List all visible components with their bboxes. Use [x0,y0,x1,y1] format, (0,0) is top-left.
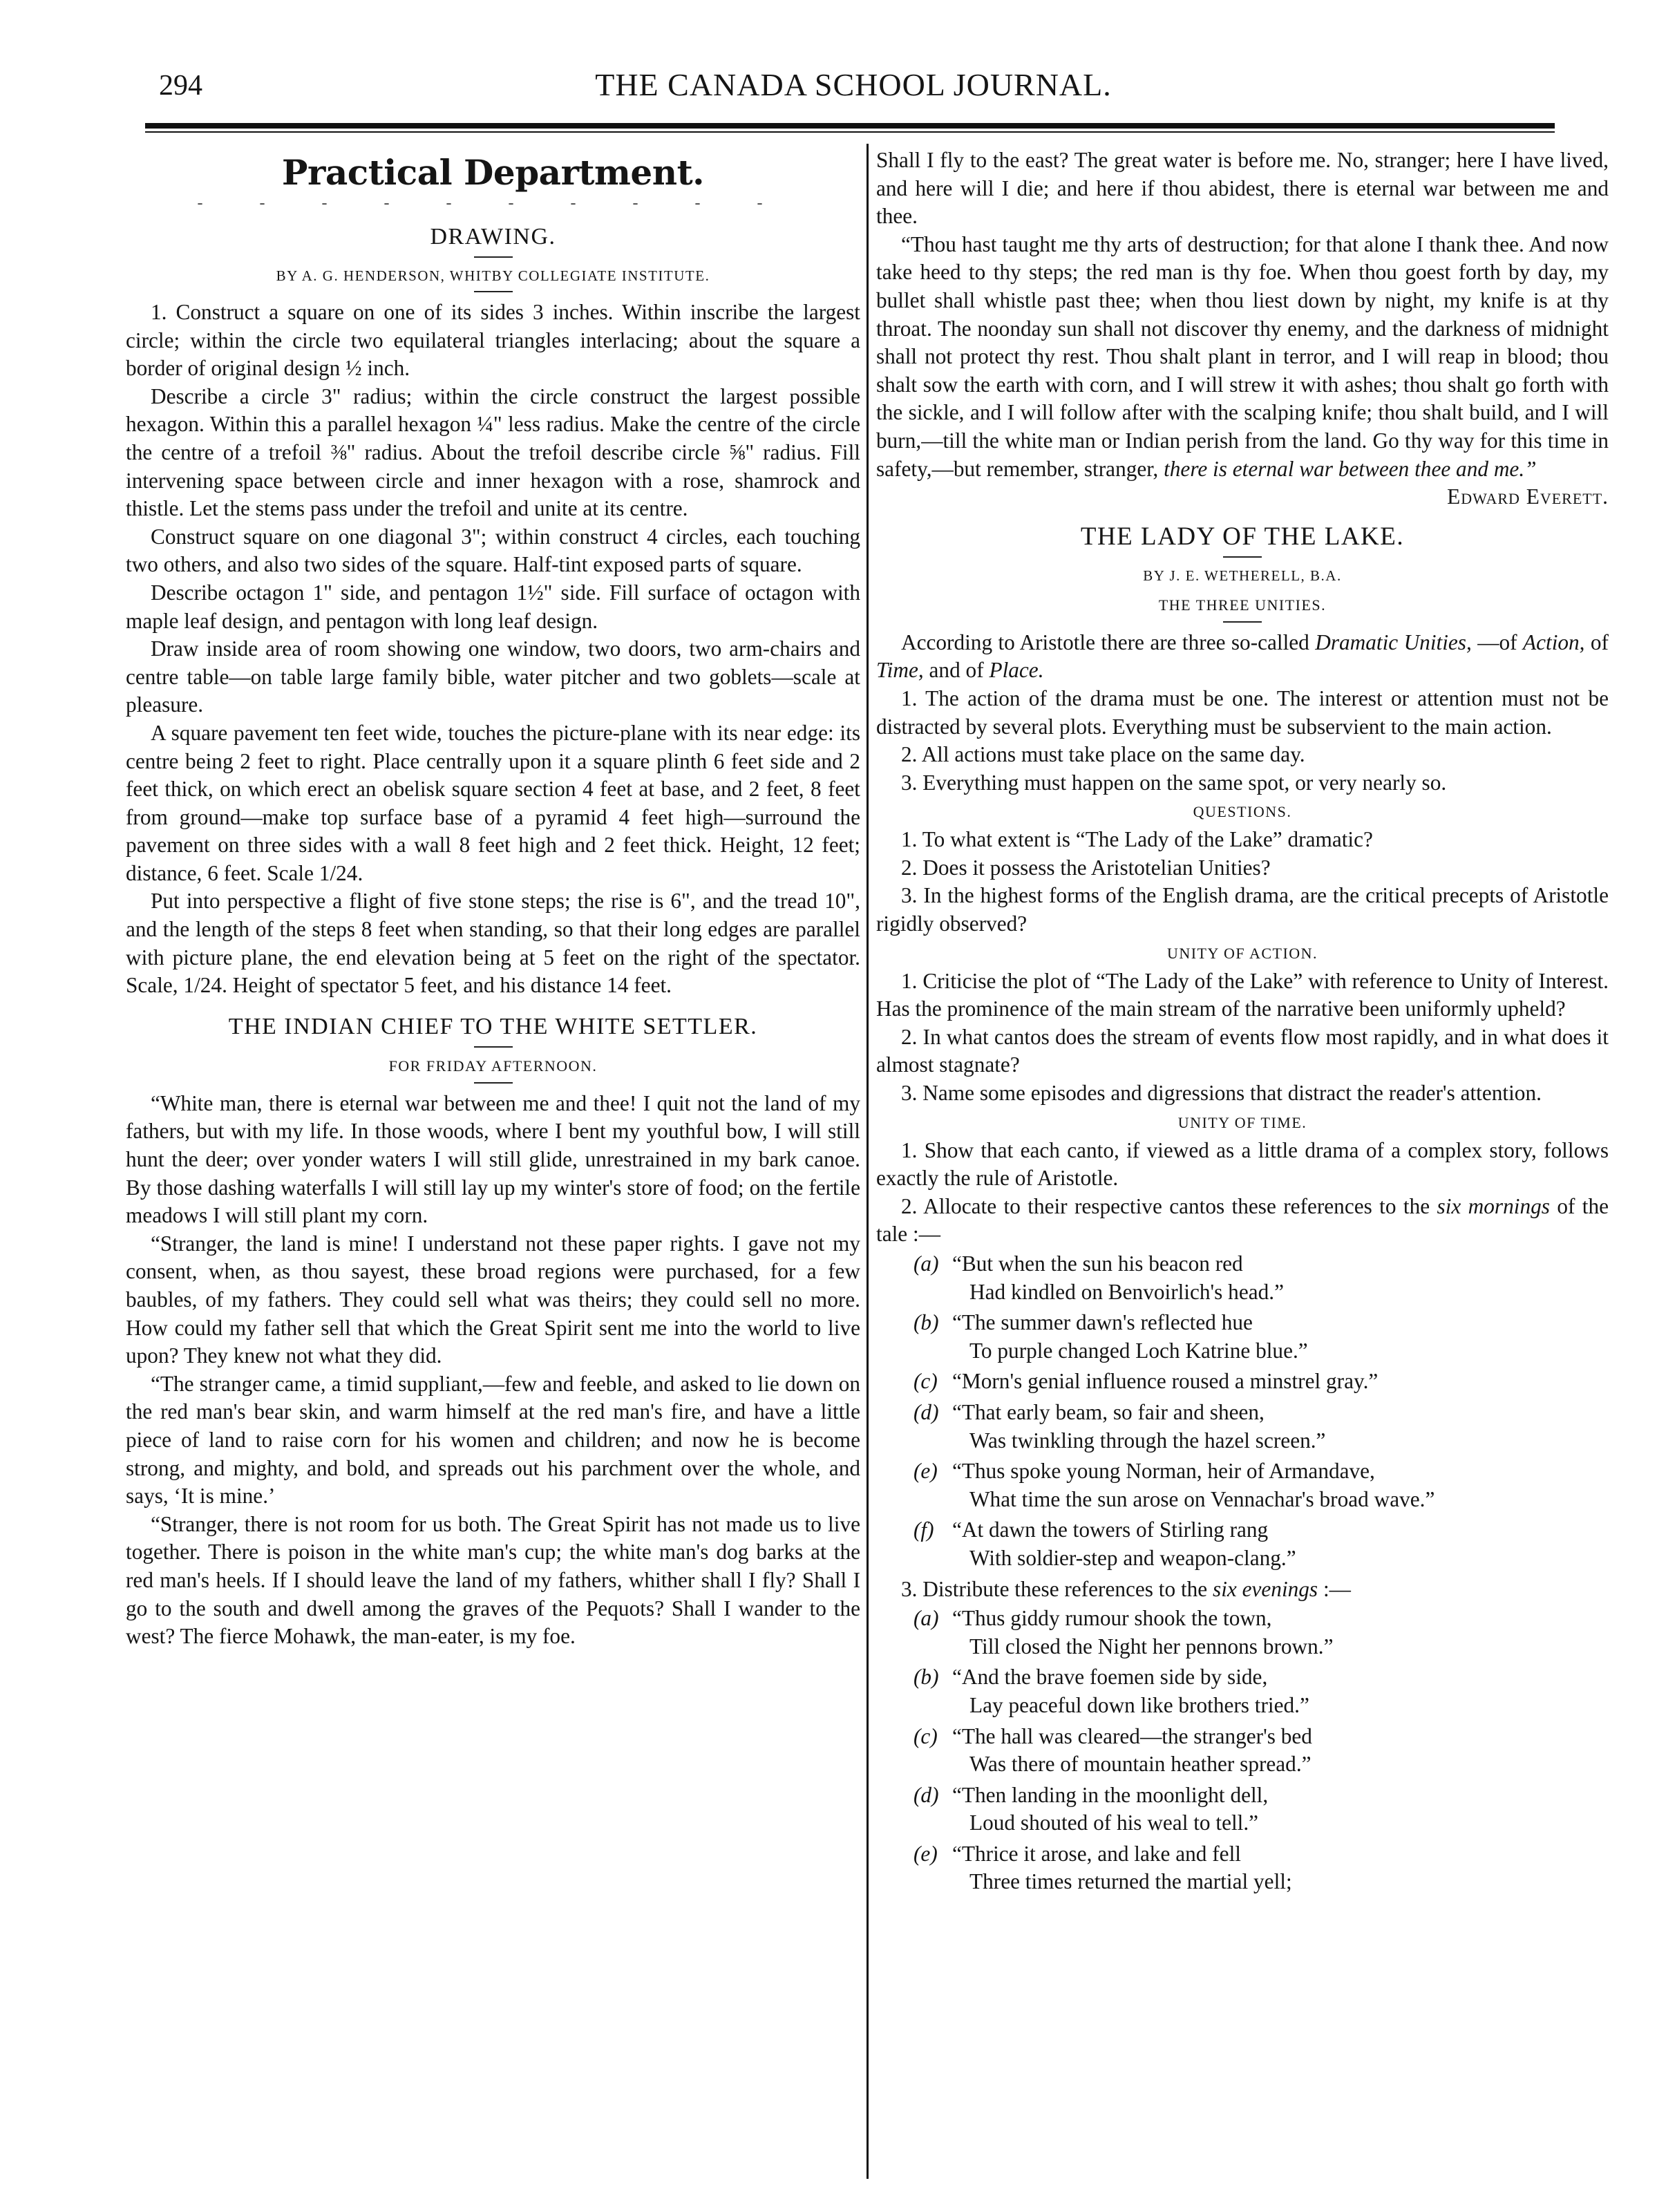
column-divider [867,144,869,2179]
quote-label: (e) [913,1459,938,1484]
question: 1. Show that each canto, if viewed as a little drama of a complex story, follows exactly the rule of Aristotle. [876,1137,1609,1191]
question: 1. To what extent is “The Lady of the Lake” dramatic? [901,827,1373,852]
header-rule [145,123,1555,129]
lady-byline: BY J. E. WETHERELL, B.A. [1143,567,1342,584]
intro-text: of [1590,630,1609,654]
question-text: of the tale :— [876,1193,1609,1247]
verse-line: Was there of mountain heather spread.” [969,1752,1312,1777]
header-rule-thin [145,131,1555,133]
verse-line: What time the sun arose on Vennachar's broad wave.” [969,1486,1435,1511]
question-text: 2. Allocate to their respective cantos these references to the [901,1193,1430,1218]
verse-line: “That early beam, so fair and sheen, [952,1399,1265,1424]
title-dash [474,1046,513,1048]
speech-paragraph: “The stranger came, a timid suppliant,—few and feeble, and asked to lie down on the red man's bear skin, and warm himself at the red man's fire, and have a little piece of land to raise corn for his women and children; and now he is become strong, and mighty, and bold, and spreads out his parchment over the whole, and says, ‘It is mine.’ [126,1371,860,1509]
question: 3. Name some episodes and digressions that distract the reader's attention. [901,1081,1542,1106]
verse-line: “But when the sun his beacon red [952,1251,1243,1276]
drawing-paragraph: A square pavement ten feet wide, touches the picture-plane with its near edge: its centre being 2 feet to right. Place centrally upon it a square plinth 6 feet side and 2 feet thick, on which erect an obelisk square section 4 feet at base, and 2 feet, 8 feet from ground—make top surface base of a pyramid 4 feet high—surround the pavement on three sides with a wall 8 feet high and 2 feet thick. Height, 12 feet; distance, 6 feet. Scale 1/24. [126,720,860,885]
unity-of-time-heading: UNITY OF TIME. [1177,1113,1307,1131]
quote-label: (f) [913,1518,934,1542]
intro-text: —of [1477,630,1517,654]
page-number: 294 [159,70,202,102]
verse-line: Had kindled on Benvoirlich's head.” [969,1279,1284,1304]
quote-label: (d) [913,1782,939,1807]
verse-line: Three times returned the martial yell; [969,1869,1292,1894]
journal-title: THE CANADA SCHOOL JOURNAL. [595,67,1112,102]
verse-line: Loud shouted of his weal to tell.” [969,1811,1259,1835]
drawing-paragraph: 1. Construct a square on one of its sides 3 inches. Within inscribe the largest circle; within the circle two equilateral triangles interlacing; about the square a border of original design ½ inch. [126,300,860,381]
question [876,1193,1609,1249]
quotation [913,1309,1609,1365]
verse-line: Lay peaceful down like brothers tried.” [969,1692,1309,1717]
verse-line: “And the brave foemen side by side, [952,1665,1268,1690]
quotation [913,1781,1609,1837]
page-header [159,66,1548,111]
indian-chief-title: THE INDIAN CHIEF TO THE WHITE SETTLER. [228,1013,758,1039]
question-text: :— [1323,1576,1351,1601]
quotation [913,1605,1609,1661]
verse-line: “Morn's genial influence roused a minstrel gray.” [952,1369,1379,1394]
lady-subtitle: THE THREE UNITIES. [1158,596,1327,614]
quotation [913,1399,1609,1455]
speech-text: “Thou hast taught me thy arts of destruction; for that alone I thank thee. And now take heed to thy steps; the red man is thy foe. When thou goest forth by day, my bullet shall whistle past thee; when thou liest down by night, my knife is at thy throat. The noonday sun shall not discover thy enemy, and the darkness of midnight shall not protect thy rest. Thou shalt plant in terror, and I will reap in blood; thou shalt sow the earth with corn, and I will strew it with ashes; thou shalt go forth with the sickle, and I will follow after with the scalping knife; thou shalt build, and I will burn,—till the white man or Indian perish from the land. Go thy way for this time in safety,—but remember, stranger, [876,231,1609,481]
intro-term: Place. [989,658,1044,683]
drawing-title: DRAWING. [430,224,556,249]
question: 1. Criticise the plot of “The Lady of the Lake” with reference to Unity of Interest. Has the prominence of the main stream of the narrative been uniformly upheld? [876,968,1609,1021]
quote-label: (a) [913,1606,939,1631]
quote-label: (c) [913,1723,938,1748]
question-term: six evenings [1213,1576,1318,1601]
unity-rule: 3. Everything must happen on the same spot, or very nearly so. [901,770,1447,795]
quotation [913,1250,1609,1306]
author-signature: Edward Everett. [1447,484,1609,509]
verse-line: “Thus spoke young Norman, heir of Armandave, [952,1459,1375,1484]
verse-line: “Thus giddy rumour shook the town, [952,1606,1272,1631]
quotation [913,1457,1609,1513]
question-text: 3. Distribute these references to the [901,1576,1208,1601]
quotation [913,1516,1609,1572]
title-dash [474,256,513,258]
right-column [876,146,1609,1899]
speech-paragraph [876,231,1609,509]
verse-line: “The hall was cleared—the stranger's bed [952,1723,1312,1748]
department-title: Practical Department. [281,152,705,193]
drawing-paragraph: Put into perspective a flight of five stone steps; the rise is 6", and the tread 10", and the length of the steps 8 feet when standing, so that their long edges are parallel with picture plane, the end elevation being at 5 feet on the right of the spectator. Scale, 1/24. Height of spectator 5 feet, and his distance 14 feet. [126,889,860,998]
speech-paragraph: “Stranger, there is not room for us both. The Great Spirit has not made us to live together. There is poison in the white man's cup; the white man's dog barks at the red man's heels. If I should leave the land of my fathers, whither shall I fly? Shall I go to the south and dwell among the graves of the Pequots? Shall I wander to the west? The fierce Mohawk, the man-eater, is my foe. [126,1511,860,1649]
quote-label: (b) [913,1310,939,1335]
lady-title: THE LADY OF THE LAKE. [1080,522,1405,551]
drawing-paragraph: Describe octagon 1" side, and pentagon 1½" side. Fill surface of octagon with maple leaf design, and pentagon with long leaf design. [126,580,860,633]
drawing-paragraph: Describe a circle 3" radius; within the circle construct the largest possible hexagon. Within this a parallel hexagon ¼" less radius. Make the centre of the circle the centre of a trefoil ⅜" radius. About the trefoil describe circle ⅝" radius. Fill intervening space between circle and inner hexagon with a rose, shamrock and thistle. Let the stems pass under the trefoil and unite at its centre. [126,384,860,521]
question-term: six mornings [1437,1193,1550,1218]
unities-intro [876,629,1609,685]
verse-line: “Then landing in the moonlight dell, [952,1782,1269,1807]
speech-continuation: Shall I fly to the east? The great water is before me. No, stranger; here I have lived, and here will I die; and here if thou abidest, there is eternal war between me and thee. [876,148,1609,229]
verse-line: “Thrice it arose, and lake and fell [952,1841,1241,1866]
speech-ending: there is eternal war between thee and me.” [1164,456,1537,481]
speech-paragraph: “Stranger, the land is mine! I understand not these paper rights. I gave not my consent, when, as thou sayest, these broad regions were purchased, for a few baubles, of my fathers. They could sell what was theirs; they could sell no more. How could my father sell that which the Great Spirit sent me into the world to live upon? They knew not what they did. [126,1231,860,1368]
quote-label: (e) [913,1841,938,1866]
subtitle-dash [474,1082,513,1084]
title-dash [1223,556,1262,558]
quote-label: (d) [913,1399,939,1424]
ornament-dots: - - - - - - - - - - [197,195,789,212]
drawing-paragraph: Construct square on one diagonal 3"; within construct 4 circles, each touching two others, and also two sides of the square. Half-tint exposed parts of square. [126,524,860,577]
question: 2. In what cantos does the stream of events flow most rapidly, and in what does it almost stagnate? [876,1024,1609,1077]
left-column [126,146,860,1651]
quotation [913,1840,1609,1896]
verse-line: To purple changed Loch Katrine blue.” [969,1338,1308,1363]
drawing-paragraph: Draw inside area of room showing one window, two doors, two arm-chairs and centre table—on table large family bible, water pitcher and two goblets—scale at pleasure. [126,636,860,717]
intro-text: and of [929,658,984,683]
quote-label: (b) [913,1665,939,1690]
intro-term: Dramatic Unities, [1315,630,1472,654]
intro-term: Time, [876,658,924,683]
byline-dash [474,291,513,292]
question: 3. In the highest forms of the English drama, are the critical precepts of Aristotle rigidly observed? [876,883,1609,936]
quotation [913,1663,1609,1719]
verse-line: Was twinkling through the hazel screen.” [969,1428,1326,1453]
subtitle-dash [1223,621,1262,623]
intro-term: Action, [1522,630,1585,654]
indian-chief-subtitle: FOR FRIDAY AFTERNOON. [388,1057,598,1075]
verse-line: Till closed the Night her pennons brown.” [969,1634,1334,1658]
questions-heading: QUESTIONS. [1193,803,1292,821]
quote-label: (c) [913,1369,938,1394]
verse-line: “At dawn the towers of Stirling rang [952,1518,1269,1542]
unity-rule: 1. The action of the drama must be one. The interest or attention must not be distracted by several plots. Everything must be subservient to the main action. [876,686,1609,739]
quotation [913,1368,1609,1396]
question [876,1576,1609,1604]
unity-of-action-heading: UNITY OF ACTION. [1166,944,1318,962]
intro-text: According to Aristotle there are three so-called [901,630,1309,654]
verse-line: With soldier-step and weapon-clang.” [969,1545,1296,1570]
drawing-byline: BY A. G. HENDERSON, WHITBY COLLEGIATE INSTITUTE. [276,267,710,284]
question: 2. Does it possess the Aristotelian Unities? [901,855,1271,880]
quotation [913,1723,1609,1779]
speech-paragraph: “White man, there is eternal war between me and thee! I quit not the land of my fathers, but with my life. In those woods, where I bent my youthful bow, I will still hunt the deer; over yonder waters I will still glide, unrestrained in my bark canoe. By those dashing waterfalls I will still lay up my winter's store of food; on the fertile meadows I will still plant my corn. [126,1090,860,1228]
verse-line: “The summer dawn's reflected hue [952,1310,1253,1335]
quote-label: (a) [913,1251,939,1276]
unity-rule: 2. All actions must take place on the same day. [901,742,1305,767]
